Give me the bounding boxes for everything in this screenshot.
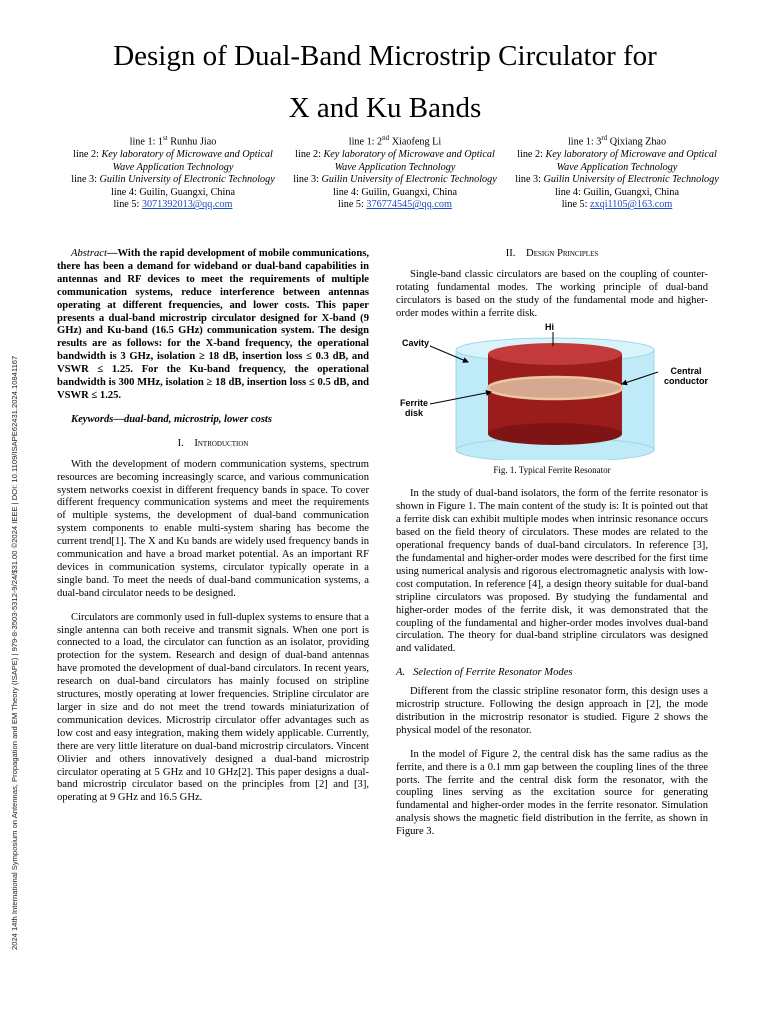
sidebar-doi [10,80,26,950]
label-hi: Hi [545,321,554,332]
ferrite-disk-top [488,343,622,365]
author-1: line 1: 1st Runhu Jiao line 2: Key laboratory of Microwave and Optical Wave Application Technology line 3: Guilin University of Electronic Technology line 4: Guilin, Guangxi, China line 5: 3071392013@qq.com [71,134,275,211]
author-2-email-link[interactable]: 376774545@qq.com [366,199,452,211]
label-cavity: Cavity [402,337,430,348]
author-block [62,132,728,212]
section-2-heading: II. Design Principles [505,248,599,259]
subsection-a-paragraph-1: Different from the classic stripline resonator form, this design uses a microstrip structure. Following the design approach in [2], the mode distribution in the microstrip resonator is studied. Figure 2 shows the physical model of the resonator. [396,686,708,736]
ferrite-resonator-diagram [396,332,708,460]
sidebar-text: 2024 14th International Symposium on Antennas, Propagation and EM Theory (ISAPE) | 979-8-3503-5312-9/24/$31.00 ©2024 IEEE | DOI: 10.1109/ISAPE62431.2024.10841167 [10,355,19,950]
central-conductor [488,377,622,399]
author-1-email-link[interactable]: 3071392013@qq.com [141,199,233,211]
subsection-a-paragraph-2: In the model of Figure 2, the central disk has the same radius as the ferrite, and there is a 0.1 mm gap between the coupling lines of the three ports. The ferrite and the central disk form the resonator, with the coupling lines serving as the excitation source for generating fundamental and higher-order modes in the ferrite resonator. Simulation analysis shows the magnetic field distribution in the ferrite, as shown in Figure 3. [396,748,708,838]
right-column [396,248,708,850]
intro-paragraph-2: Circulators are commonly used in full-duplex systems to ensure that a single antenna can both receive and transmit signals. When one port is connected to a load, the circulator can function as an isolator, providing protection for the system. Research and design of dual-band antennas have promoted the development of dual-band circulators. In recent years, research on dual-band circulators has mainly focused on stripline structures, mostly operating at lower frequencies. Stripline circulator are larger in size and do not meet the trend towards miniaturization of communication devices. Microstrip circulator offer advantages such as low cost and easy integration, making them widely applicable. Currently, there are very little literature on dual-band microstrip circulators. Vincent Olivier and others innovatively designed a dual-band microstrip circulator operating at 5 GHz and 10 GHz[2]. This paper designs a dual-band microstrip circulator based on the principles from [2] and [3], operating at 9 GHz and 16.5 GHz. [57,611,369,804]
intro-paragraph-1: With the development of modern communication systems, spectrum resources are becoming increasingly scarce, and various communication system networks coexist in different frequency bands in space. To cover different frequency communication systems and meet the requirements of multiple systems, the development of dual-band communication system components to enable multi-system sharing has become the current trend[1]. The X and Ku bands are widely used frequency bands in communication and have a broad market potential. As an important RF devices in communication systems, circulator typically operate in a single band. To meet the needs of dual-band communication systems, a dual-band circulator needs to be designed. [57,458,369,599]
abstract: Abstract—With the rapid development of mobile communications, there has been a demand for wideband or dual-band capabilities in antennas and RF devices to meet the requirements of multiple communication systems, reduce interference between antennas operating at different frequencies, and lower costs. This paper presents a dual-band microstrip circulator designed for X-band (9 GHz) and Ku-band (16.5 GHz) communication system. The design results are as follows: for the X-band frequency, the operational bandwidth is 3 GHz, isolation ≥ 18 dB, insertion loss ≤ 0.3 dB, and VSWR ≤ 1.25. For the Ku-band frequency, the operational bandwidth is 300 MHz, isolation ≥ 18 dB, insertion loss ≤ 0.5 dB, and VSWR ≤ 1.25. [57,248,369,401]
paper-title [40,30,730,134]
section-1-heading: I. Introduction [177,437,249,449]
design-paragraph-2: In the study of dual-band isolators, the form of the ferrite resonator is shown in Figure 1. The main content of the study is: It is pointed out that a ferrite disk can exhibit multiple modes when intrinsic resonance occurs based on the field theory of circulators. These modes are related to the operational frequency bands of dual-band circulators. In reference [3], the fundamental and higher-order modes were described for the first time using numerical analysis and rigorous electromagnetic analysis with low-cost computation. In reference [4], a design theory suitable for dual-band stripline circulators was proposed. By studying the fundamental and higher-order modes of the ferrite disk, it was demonstrated that the coupling of the fundamental and higher-order modes involves dual-band circulation. The theory for dual-band stripline circulators was designed and validated. [396,488,708,655]
figure-1-caption: Fig. 1. Typical Ferrite Resonator [493,464,611,475]
ferrite-disk-bottom [488,423,622,445]
author-3: line 1: 3rd Qixiang Zhao line 2: Key laboratory of Microwave and Optical Wave Application Technology line 3: Guilin University of Electronic Technology line 4: Guilin, Guangxi, China line 5: zxqi1105@163.com [515,134,719,211]
keywords: Keywords—dual-band, microstrip, lower costs [71,413,273,425]
author-3-email-link[interactable]: zxqi1105@163.com [590,199,673,211]
label-ferrite-disk: Ferrite disk [400,397,429,418]
label-central-conductor: Central conductor [664,365,708,386]
title-line-2: X and Ku Bands [288,92,482,124]
title-line-1: Design of Dual-Band Microstrip Circulator for [113,40,657,72]
author-2: line 1: 2nd Xiaofeng Li line 2: Key laboratory of Microwave and Optical Wave Application Technology line 3: Guilin University of Electronic Technology line 4: Guilin, Guangxi, China line 5: 376774545@qq.com [293,134,497,211]
subsection-a-heading: A. Selection of Ferrite Resonator Modes [396,667,573,679]
left-column [57,248,369,816]
figure-1 [396,321,708,460]
design-paragraph-1: Single-band classic circulators are based on the coupling of counter-rotating fundamental modes. The working principle of dual-band circulators is based on the study of the fundamental mode and higher-order modes within a ferrite disk. [396,268,708,319]
